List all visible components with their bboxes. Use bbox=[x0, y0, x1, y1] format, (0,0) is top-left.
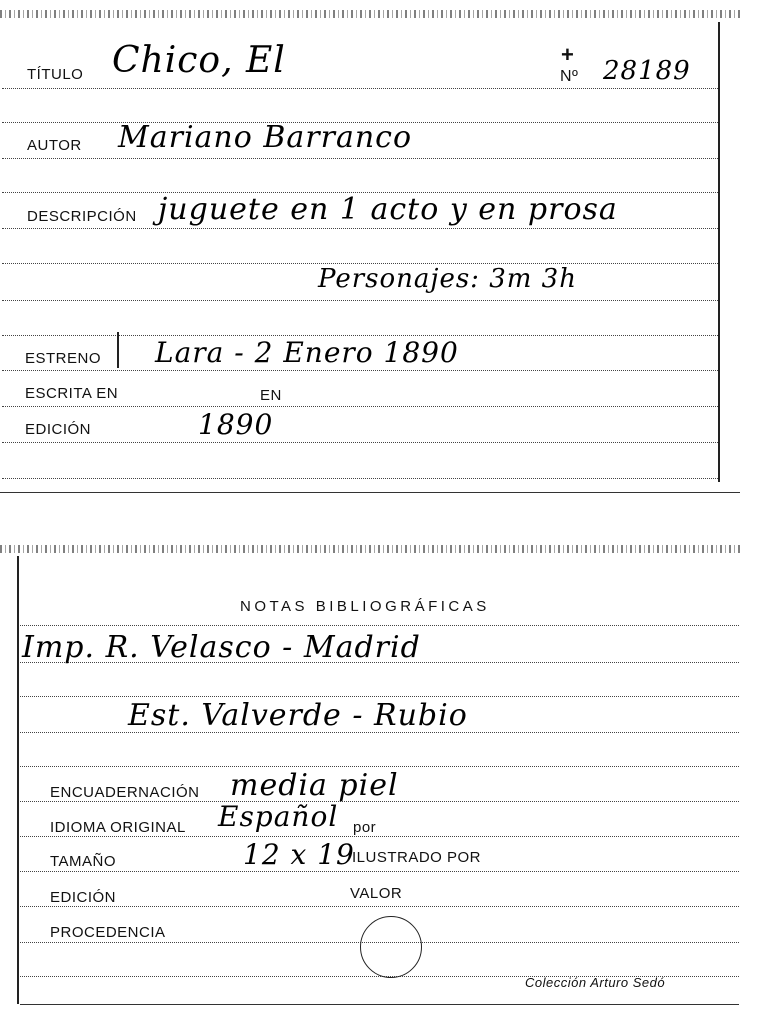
rule-line bbox=[2, 228, 718, 229]
estreno-label: ESTRENO bbox=[25, 350, 102, 367]
edicion-label: EDICIÓN bbox=[25, 421, 92, 438]
rule-line bbox=[20, 696, 739, 697]
encuadernacion-value: media piel bbox=[230, 768, 399, 803]
numero-mark: + bbox=[561, 42, 575, 67]
por-label: por bbox=[353, 819, 377, 836]
rule-line bbox=[2, 478, 718, 479]
rule-line bbox=[2, 88, 718, 89]
notas-heading: NOTAS BIBLIOGRÁFICAS bbox=[240, 598, 490, 615]
card-bottom-edge bbox=[20, 1004, 739, 1005]
catalog-card-front bbox=[0, 0, 759, 500]
edicion-value: 1890 bbox=[198, 408, 274, 441]
rule-line bbox=[2, 300, 718, 301]
card-left-border bbox=[17, 556, 19, 1004]
rule-line bbox=[20, 766, 739, 767]
coleccion-label: Colección Arturo Sedó bbox=[525, 975, 666, 990]
rule-line bbox=[2, 158, 718, 159]
numero-label: Nº bbox=[560, 68, 579, 85]
descripcion-label: DESCRIPCIÓN bbox=[27, 208, 137, 225]
rule-line bbox=[20, 625, 739, 626]
personajes-value: Personajes: 3m 3h bbox=[318, 264, 577, 294]
edicion2-label: EDICIÓN bbox=[50, 889, 117, 906]
estreno-tick bbox=[117, 332, 119, 368]
note-line-2: Est. Valverde - Rubio bbox=[128, 698, 468, 733]
idioma-label: IDIOMA ORIGINAL bbox=[50, 819, 186, 836]
punch-hole bbox=[360, 916, 422, 978]
rule-line bbox=[20, 871, 739, 872]
encuadernacion-label: ENCUADERNACIÓN bbox=[50, 784, 200, 801]
procedencia-label: PROCEDENCIA bbox=[50, 924, 166, 941]
en-label: EN bbox=[260, 387, 282, 404]
escrita-label: ESCRITA EN bbox=[25, 385, 119, 402]
card-bottom-edge bbox=[0, 492, 740, 493]
titulo-value: Chico, El bbox=[112, 40, 286, 81]
idioma-value: Español bbox=[218, 800, 339, 833]
card-top-edge bbox=[0, 10, 740, 18]
tamano-label: TAMAÑO bbox=[50, 853, 117, 870]
rule-line bbox=[2, 442, 718, 443]
autor-label: AUTOR bbox=[27, 137, 82, 154]
numero-value: 28189 bbox=[603, 56, 691, 86]
catalog-card-back bbox=[0, 538, 759, 1024]
tamano-value: 12 x 19 bbox=[243, 838, 355, 871]
valor-label: VALOR bbox=[350, 885, 403, 902]
card-right-border bbox=[718, 22, 720, 482]
descripcion-value: juguete en 1 acto y en prosa bbox=[158, 192, 618, 227]
rule-line bbox=[2, 370, 718, 371]
autor-value: Mariano Barranco bbox=[118, 120, 413, 155]
rule-line bbox=[20, 836, 739, 837]
rule-line bbox=[20, 906, 739, 907]
estreno-value: Lara - 2 Enero 1890 bbox=[155, 336, 459, 369]
titulo-label: TÍTULO bbox=[27, 66, 84, 83]
rule-line bbox=[2, 406, 718, 407]
card-top-edge bbox=[0, 545, 740, 553]
ilustrado-label: ILUSTRADO POR bbox=[352, 849, 482, 866]
note-line-1: Imp. R. Velasco - Madrid bbox=[22, 630, 421, 665]
